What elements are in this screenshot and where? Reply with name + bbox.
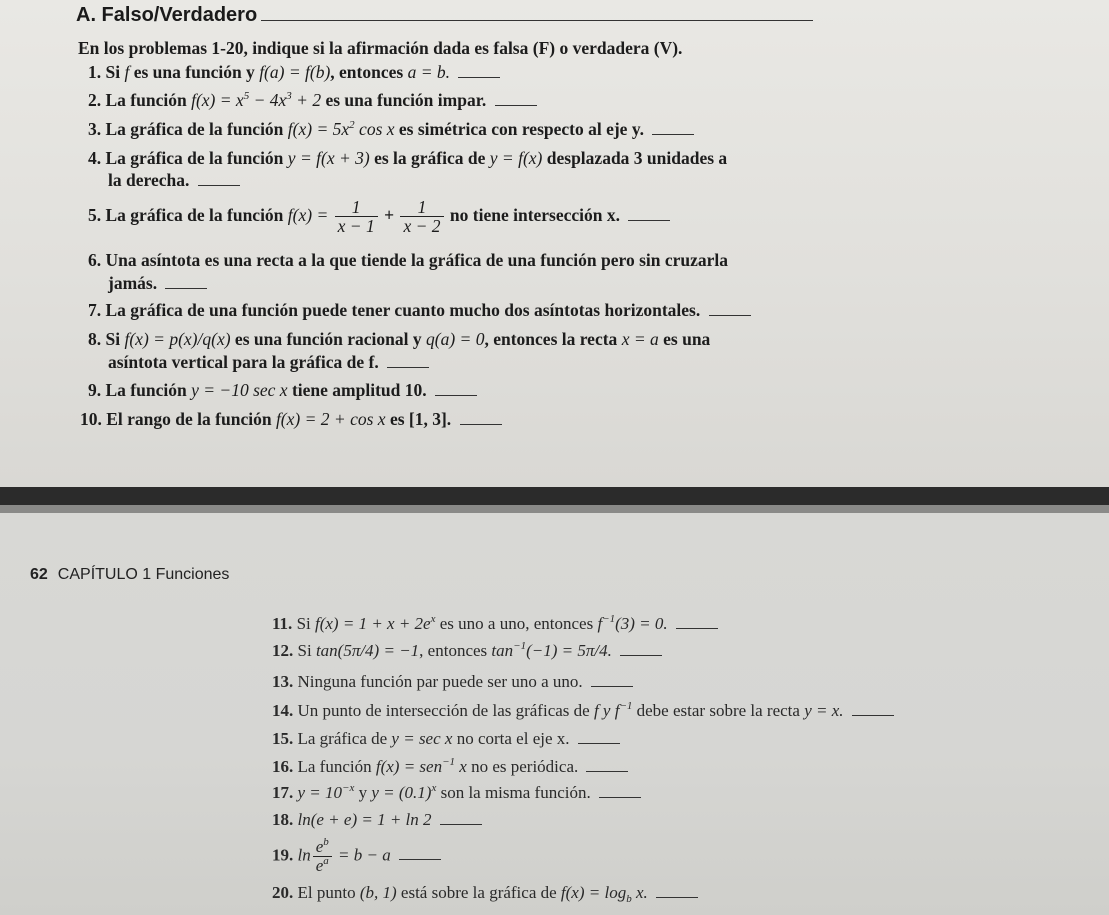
fraction (335, 198, 378, 236)
item-math: f(x) = (287, 204, 329, 225)
item-text: jamás. (108, 273, 158, 293)
item-text: , entonces (330, 62, 404, 82)
item-math: + (384, 204, 395, 225)
item-number: 14. (272, 701, 294, 720)
item-math-part: f(x) = log (560, 883, 627, 902)
item-text: la derecha. (108, 170, 190, 190)
fraction-numerator: 1 (400, 198, 443, 217)
item-math-part: f y f (593, 701, 620, 720)
item-text: La función (297, 757, 372, 776)
item-text: debe estar sobre la recta (636, 701, 800, 720)
item-text: La función (105, 380, 187, 400)
fraction-denominator: x − 1 (337, 216, 375, 237)
answer-blank[interactable] (652, 133, 694, 135)
item-text: Si (296, 614, 311, 633)
item-number: 20. (272, 883, 294, 902)
item-text: La gráfica de la función (105, 148, 284, 168)
item-text: asíntota vertical para la gráfica de f. (108, 352, 379, 372)
item-number: 10. (80, 409, 102, 429)
item-text: desplazada 3 unidades a (546, 148, 728, 168)
item-math-part: f(x) = 5x (287, 119, 350, 139)
item-subscript: b (626, 893, 632, 905)
item-text: Una asíntota es una recta a la que tiende la gráfica de una función pero sin cruzarla (105, 250, 729, 270)
fraction-denominator (313, 854, 332, 875)
item-text: La gráfica de la función (105, 119, 284, 139)
item-exponent: x (430, 613, 436, 625)
item-math (594, 701, 632, 720)
item-math: q(a) = 0 (426, 329, 485, 349)
item-text: es una función racional y (234, 329, 422, 349)
item-text: está sobre la gráfica de (400, 883, 557, 902)
item-text: es uno a uno, entonces (439, 614, 594, 633)
item-20 (272, 883, 698, 903)
item-6-continued (108, 273, 207, 294)
item-text: El rango de la función (106, 409, 272, 429)
item-math (371, 783, 436, 802)
item-math: = b − a (338, 845, 391, 865)
item-13 (272, 672, 633, 692)
item-4-continued (108, 170, 240, 191)
item-math: y = sec x (391, 729, 453, 748)
item-math: x = a (621, 329, 659, 349)
item-number: 6. (88, 250, 102, 270)
item-text: tiene amplitud 10. (291, 380, 427, 400)
instructions: En los problemas 1-20, indique si la afirmación dada es falsa (F) o verdadera (V). (78, 38, 683, 58)
item-number: 11. (272, 614, 293, 633)
item-text: La gráfica de la función (105, 204, 284, 225)
item-number: 5. (88, 204, 102, 225)
item-math (315, 614, 436, 633)
item-exponent: a (323, 854, 329, 867)
item-9 (88, 380, 477, 401)
item-number: 4. (88, 148, 102, 168)
item-10 (80, 409, 502, 430)
item-3 (88, 119, 694, 140)
page-gap-shadow (0, 487, 1109, 505)
item-number: 19. (272, 845, 294, 865)
item-17 (272, 783, 641, 803)
item-exponent: 5 (243, 90, 250, 102)
item-math: ln(e + e) = 1 + ln 2 (297, 810, 432, 829)
item-text: no tiene intersección x. (449, 204, 621, 225)
item-exponent: −1 (619, 700, 633, 712)
item-text: , entonces (419, 641, 488, 660)
item-math: f (124, 62, 130, 82)
item-text: Un punto de intersección de las gráficas de (297, 701, 590, 720)
item-math-part: f(x) = 1 + x + 2e (315, 614, 431, 633)
item-math-part: f(x) = sen (375, 757, 443, 776)
item-14 (272, 701, 894, 721)
section-title (76, 4, 813, 27)
item-number: 15. (272, 729, 294, 748)
answer-blank[interactable] (591, 685, 633, 687)
item-exponent: −1 (602, 613, 616, 625)
item-math (288, 119, 395, 139)
answer-blank[interactable] (628, 219, 670, 221)
item-math-part: x. (631, 883, 648, 902)
item-19 (272, 838, 441, 875)
item-number: 2. (88, 90, 102, 110)
item-number: 12. (272, 641, 294, 660)
answer-blank[interactable] (387, 366, 429, 368)
item-math: y = f(x) (489, 148, 543, 168)
answer-blank[interactable] (578, 742, 620, 744)
item-11 (272, 614, 718, 634)
item-math: f(a) = f(b) (259, 62, 331, 82)
item-text: es la gráfica de (374, 148, 486, 168)
answer-blank[interactable] (620, 654, 662, 656)
fraction-numerator: 1 (335, 198, 378, 217)
chapter-header (30, 566, 229, 584)
item-math: f(x) = p(x)/q(x) (124, 329, 231, 349)
item-exponent: 2 (349, 119, 355, 131)
item-2 (88, 90, 537, 111)
item-math: a = b. (407, 62, 450, 82)
item-math-part: e (315, 837, 324, 856)
item-15 (272, 729, 620, 749)
item-text: y (358, 783, 368, 802)
item-math (597, 614, 667, 633)
item-text: no corta el eje x. (456, 729, 570, 748)
item-text: Ninguna función par puede ser uno a uno. (297, 672, 583, 691)
item-text: no es periódica. (471, 757, 579, 776)
item-exponent: b (323, 836, 329, 848)
item-math-part: tan (491, 641, 514, 660)
item-math: f(x) = 2 + cos x (275, 409, 386, 429)
item-text: Si (105, 62, 121, 82)
item-text: El punto (297, 883, 356, 902)
page-number: 62 (30, 566, 48, 583)
item-8-continued (108, 352, 429, 373)
answer-blank[interactable] (709, 314, 751, 316)
item-text: Si (105, 329, 121, 349)
answer-blank[interactable] (586, 770, 628, 772)
item-exponent: −1 (442, 756, 456, 768)
answer-blank[interactable] (852, 714, 894, 716)
item-math-part: − 4x (249, 90, 287, 110)
item-18 (272, 810, 482, 830)
fraction-denominator: x − 2 (403, 216, 441, 237)
item-exponent: x (431, 782, 437, 794)
answer-blank[interactable] (165, 287, 207, 289)
item-text: son la misma función. (440, 783, 591, 802)
answer-blank[interactable] (440, 823, 482, 825)
title-rule (261, 20, 813, 21)
item-math (191, 90, 321, 110)
item-math-part: y = (0.1) (371, 783, 432, 802)
item-number: 3. (88, 119, 102, 139)
item-text: La gráfica de una función puede tener cuanto mucho dos asíntotas horizontales. (105, 300, 701, 320)
item-16 (272, 757, 628, 777)
item-text: es una función y (133, 62, 255, 82)
item-exponent: −x (342, 782, 355, 794)
answer-blank[interactable] (495, 104, 537, 106)
item-math-part: + 2 (291, 90, 322, 110)
item-math: (b, 1) (359, 883, 397, 902)
item-math-part: (−1) = 5π/4. (526, 641, 612, 660)
page-edge (0, 505, 1109, 513)
item-math: y = −10 sec x (191, 380, 288, 400)
answer-blank[interactable] (656, 896, 698, 898)
item-number: 16. (272, 757, 294, 776)
item-number: 18. (272, 810, 294, 829)
item-math (376, 757, 467, 776)
item-math-part: x (455, 757, 467, 776)
item-number: 17. (272, 783, 294, 802)
item-7 (88, 300, 751, 321)
item-text: Si (297, 641, 312, 660)
item-12 (272, 641, 662, 661)
answer-blank[interactable] (399, 858, 441, 860)
item-5 (88, 198, 670, 236)
item-6 (88, 250, 728, 271)
chapter-label: CAPÍTULO 1 Funciones (57, 566, 230, 583)
item-exponent: −1 (513, 640, 527, 652)
item-4 (88, 148, 727, 169)
item-text: La función (105, 90, 187, 110)
item-math: tan(5π/4) = −1 (315, 641, 420, 660)
answer-blank[interactable] (599, 796, 641, 798)
item-math: y = f(x + 3) (287, 148, 370, 168)
answer-blank[interactable] (458, 76, 500, 78)
item-number: 1. (88, 62, 102, 82)
item-math: ln (297, 845, 311, 865)
fraction (313, 838, 332, 875)
item-math-part: cos x (354, 119, 395, 139)
answer-blank[interactable] (435, 394, 477, 396)
item-text: es simétrica con respecto al eje y. (398, 119, 644, 139)
item-text: es [1, 3]. (389, 409, 452, 429)
answer-blank[interactable] (676, 627, 718, 629)
item-math-part: f (597, 614, 603, 633)
item-text: es una función impar. (325, 90, 487, 110)
item-math-part: (3) = 0. (615, 614, 668, 633)
item-math (491, 641, 611, 660)
item-math (560, 883, 648, 905)
item-number: 9. (88, 380, 102, 400)
item-1 (88, 62, 500, 83)
fraction (400, 198, 443, 236)
item-math-part: e (315, 855, 324, 875)
item-text: es una (663, 329, 711, 349)
item-math-part: y = 10 (297, 783, 343, 802)
item-number: 7. (88, 300, 102, 320)
answer-blank[interactable] (198, 184, 240, 186)
item-exponent: 3 (286, 90, 292, 102)
item-number: 8. (88, 329, 102, 349)
item-number: 13. (272, 672, 294, 691)
item-math (298, 783, 355, 802)
item-math-part: f(x) = x (191, 90, 244, 110)
item-text: , entonces la recta (484, 329, 618, 349)
item-text: La gráfica de (297, 729, 388, 748)
item-8 (88, 329, 710, 350)
section-title-text: A. Falso/Verdadero (76, 4, 258, 26)
answer-blank[interactable] (460, 423, 502, 425)
item-math: y = x. (804, 701, 844, 720)
